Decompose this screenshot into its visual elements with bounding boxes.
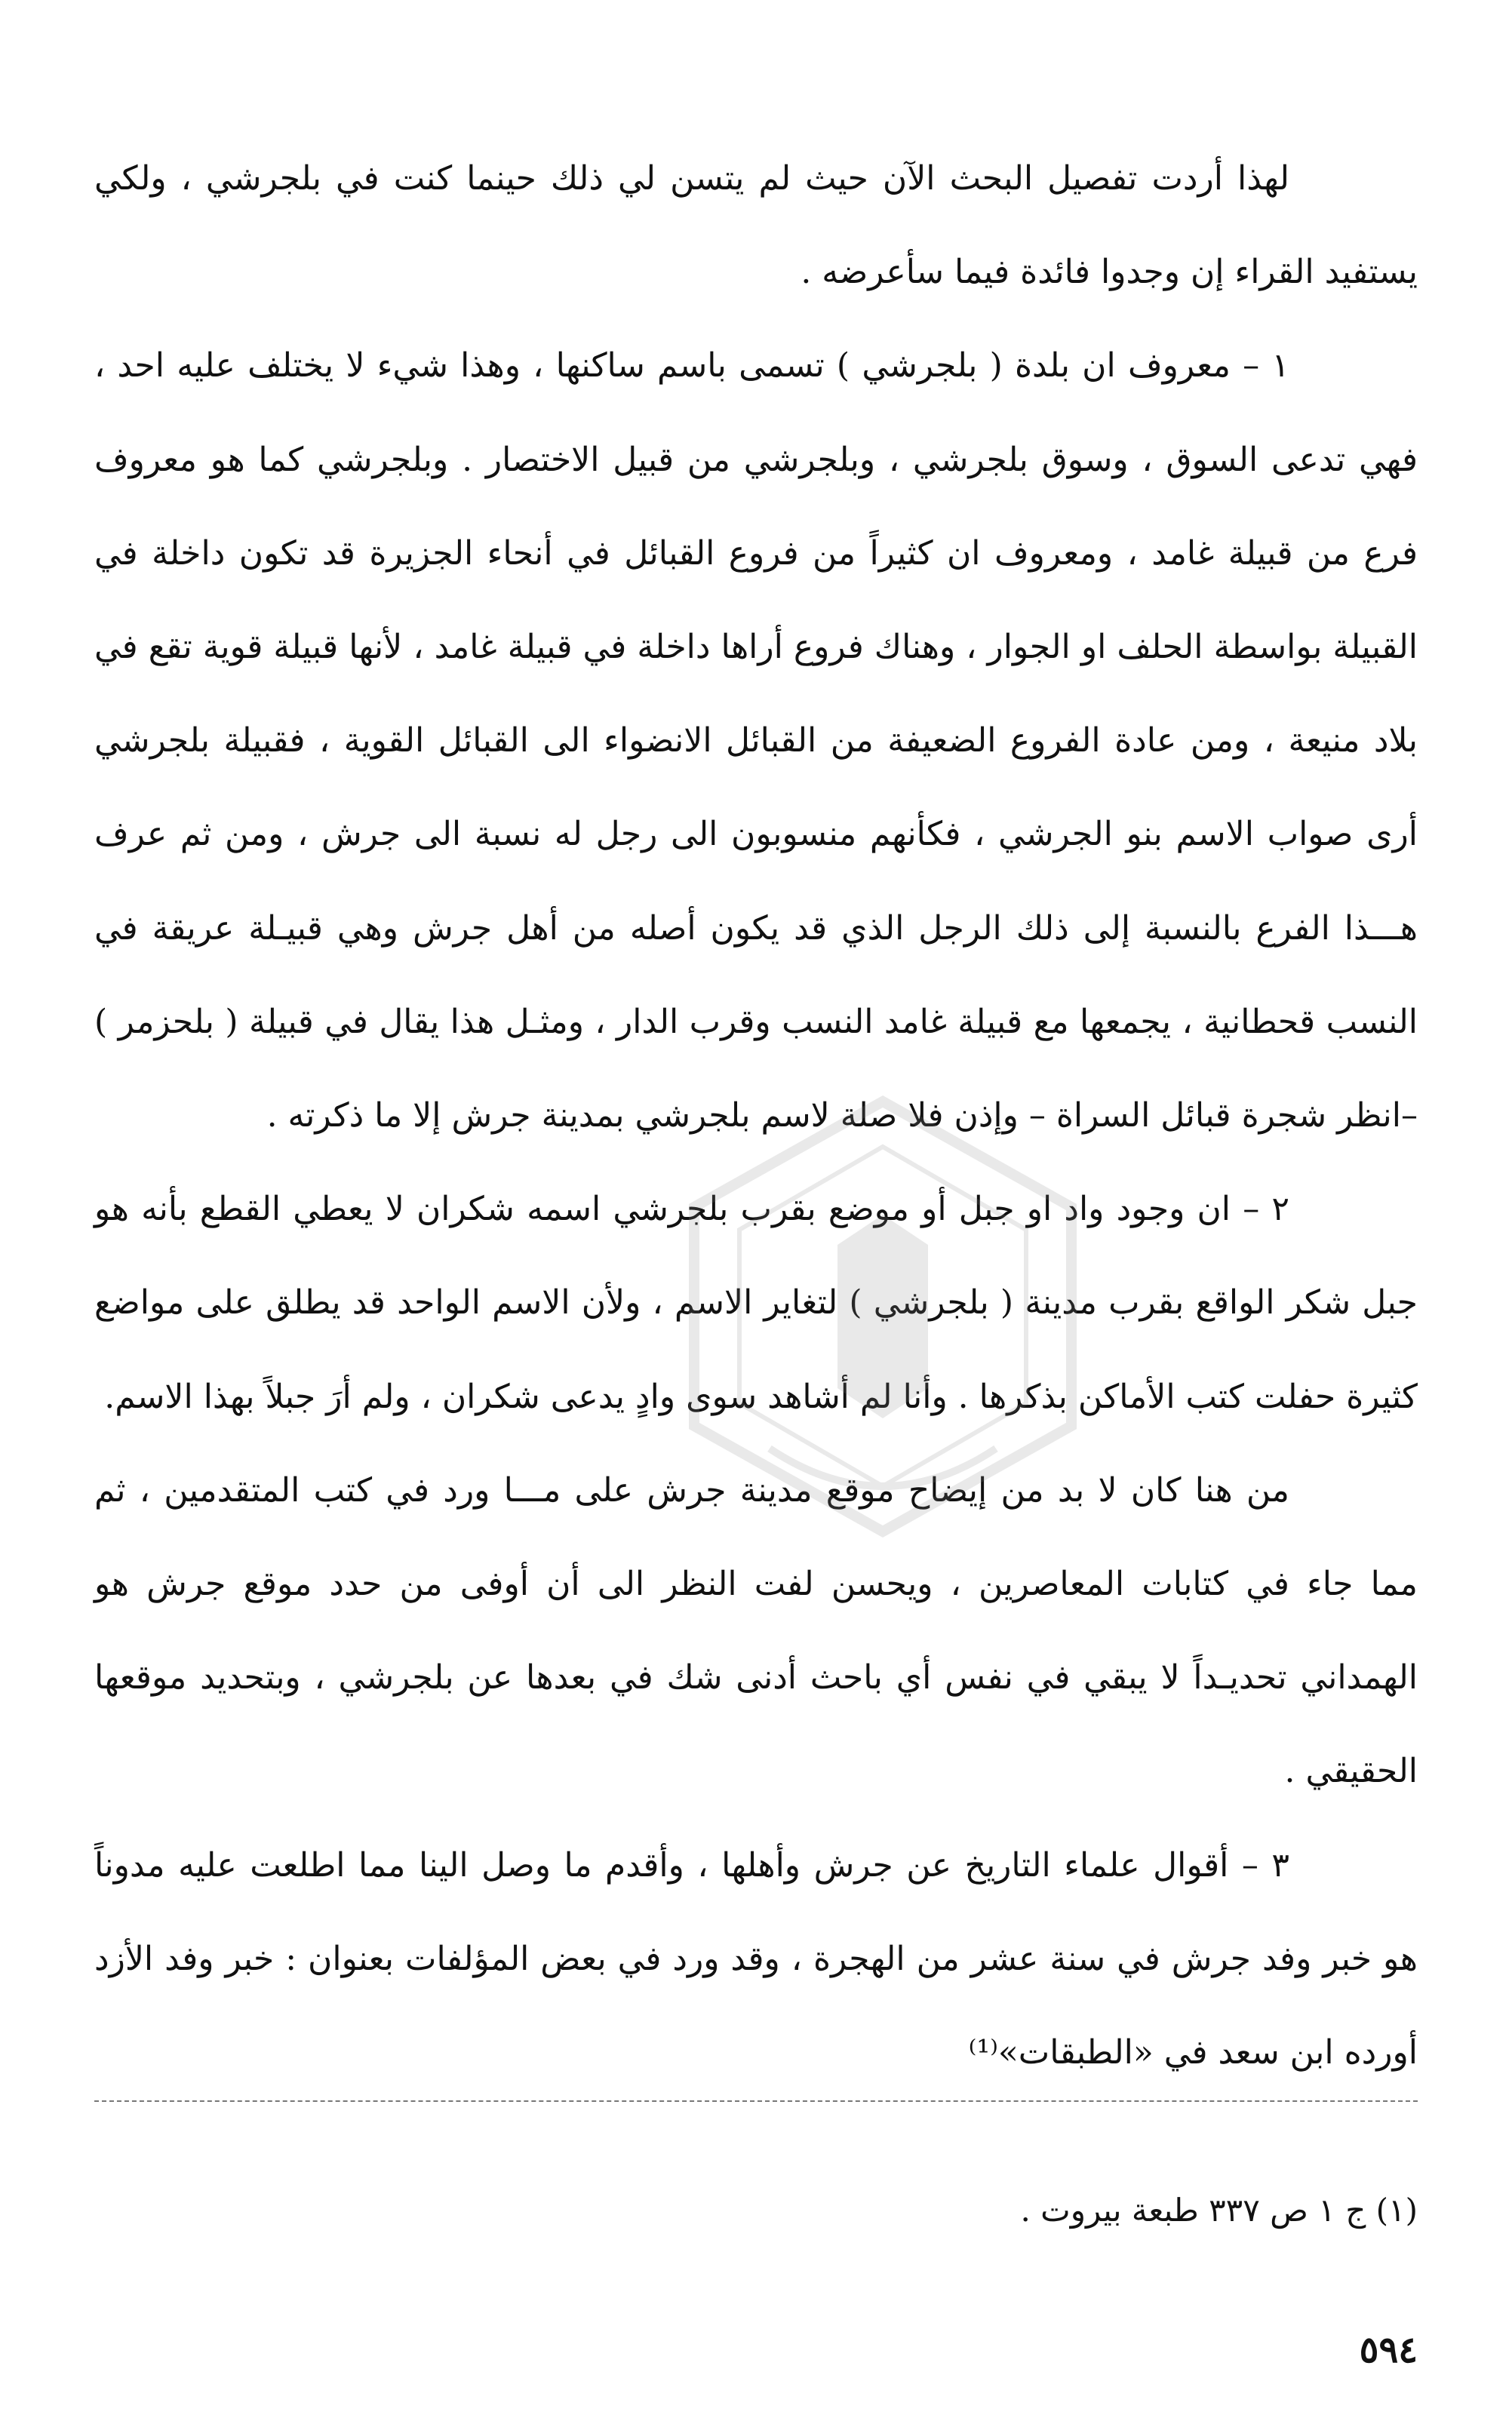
paragraph-point-1: ١ – معروف ان بلدة ( بلجرشي ) تسمى باسم ساكنها ، وهذا شيء لا يختلف عليه احد ، فهي تدعى السوق ، وسوق بلجرشي ، وبلجرشي من قبيل الاختصار . وبلجرشي كما هو معروف فرع من قبيلة غامد ، ومعروف ان كثيراً من فروع القبائل في أنحاء الجزيرة قد تكون داخلة في القبيلة بواسطة الحلف او الجوار ، وهناك فروع أراها داخلة في قبيلة غامد ، لأنها قبيلة قوية تقع في بلاد منيعة ، ومن عادة الفروع الضعيفة من القبائل الانضواء الى القبائل القوية ، فقبيلة بلجرشي أرى صواب الاسم بنو الجرشي ، فكأنهم منسوبون الى رجل له نسبة الى جرش ، ومن ثم عرف هـــذا الفرع بالنسبة إلى ذلك الرجل الذي قد يكون أصله من أهل جرش وهي قبيـلة عريقة في النسب قحطانية ، يجمعها مع قبيلة غامد النسب وقرب الدار ، ومثـل هذا يقال في قبيلة ( بلحزمر ) –انظر شجرة قبائل السراة – وإذن فلا صلة لاسم بلجرشي بمدينة جرش إلا ما ذكرته . <box>94 346 1418 1135</box>
body-text <box>94 132 1418 2100</box>
paragraph-point-3: ٣ – أقوال علماء التاريخ عن جرش وأهلها ، وأقدم ما وصل الينا مما اطلعت عليه مدوناً هو خبر وفد جرش في سنة عشر من الهجرة ، وقد ورد في بعض المؤلفات بعنوان : خبر وفد الأزد أورده ابن سعد في «الطبقات»⁽¹⁾ <box>94 1845 1418 2072</box>
paragraph-intro: لهذا أردت تفصيل البحث الآن حيث لم يتسن لي ذلك حينما كنت في بلجرشي ، ولكي يستفيد القراء إن وجدوا فائدة فيما سأعرضه . <box>94 159 1418 292</box>
footnote-divider <box>94 2100 1418 2102</box>
paragraph-point-2: ٢ – ان وجود واد او جبل أو موضع بقرب بلجرشي اسمه شكران لا يعطي القطع بأنه هو جبل شكر الواقع بقرب مدينة ( بلجرشي ) لتغاير الاسم ، ولأن الاسم الواحد قد يطلق على مواضع كثيرة حفلت كتب الأماكن بذكرها . وأنا لم أشاهد سوى وادٍ يدعى شكران ، ولم أرَ جبلاً بهذا الاسم. <box>94 1190 1418 1416</box>
paragraph-location: من هنا كان لا بد من إيضاح موقع مدينة جرش على مـــا ورد في كتب المتقدمين ، ثم مما جاء في كتابات المعاصرين ، ويحسن لفت النظر الى أن أوفى من حدد موقع جرش هو الهمداني تحديـداً لا يبقي في نفس أي باحث أدنى شك في بعدها عن بلجرشي ، وبتحديد موقعها الحقيقي . <box>94 1470 1418 1791</box>
page-number: ٥٩٤ <box>1359 2329 1418 2371</box>
footnote: (١) ج ١ ص ٣٣٧ طبعة بيروت . <box>1020 2192 1418 2229</box>
